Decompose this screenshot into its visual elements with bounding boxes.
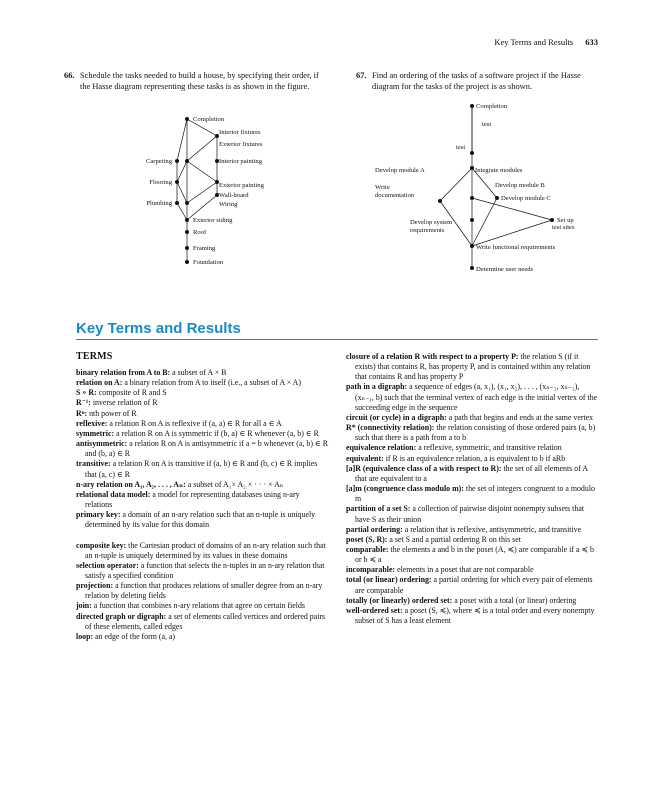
label-test-sites: test sites bbox=[552, 224, 575, 231]
term-def: a subset of A × B bbox=[172, 368, 227, 377]
section-rule bbox=[76, 339, 598, 340]
term-def: a binary relation from A to itself (i.e., a subset of A × A) bbox=[124, 378, 302, 388]
label-set-up: Set up bbox=[557, 217, 574, 224]
label-test: test bbox=[482, 121, 492, 128]
house-vertices bbox=[175, 117, 219, 264]
term-def: a domain of an n-ary relation such that an n-tuple is uniquely determined by its value for this domain bbox=[85, 510, 316, 530]
term-entry bbox=[76, 378, 328, 388]
label-develop-module-c: Develop module C bbox=[501, 195, 551, 202]
term-name: equivalence relation: bbox=[346, 443, 417, 453]
term-name: composite key: bbox=[76, 540, 127, 550]
term-name: comparable: bbox=[346, 544, 389, 554]
term-def: inverse relation of R bbox=[92, 398, 158, 408]
label-develop-module-a: Develop module A bbox=[375, 167, 425, 174]
term-name: closure of a relation R with respect to a property P: bbox=[346, 352, 519, 361]
term-entry bbox=[346, 382, 598, 412]
term-name: partition of a set S: bbox=[346, 504, 411, 514]
term-entry bbox=[76, 459, 328, 479]
term-entry bbox=[346, 423, 598, 443]
term-def: an edge of the form (a, a) bbox=[95, 631, 176, 641]
term-entry bbox=[76, 409, 328, 419]
term-name: [a]m (congruence class modulo m): bbox=[346, 484, 464, 494]
term-name: loop: bbox=[76, 631, 94, 641]
term-entry bbox=[76, 419, 328, 429]
term-name: equivalent: bbox=[346, 453, 384, 463]
term-entry bbox=[76, 388, 328, 398]
term-name: primary key: bbox=[76, 510, 121, 520]
term-name: directed graph or digraph: bbox=[76, 611, 167, 621]
label-write-functional-requirements: Write functional requirements bbox=[476, 244, 556, 251]
term-def: a relation R on A is antisymmetric if a = b whenever (a, b) ∈ R and (b, a) ∈ R bbox=[85, 439, 329, 459]
term-name: binary relation from A to B: bbox=[76, 368, 171, 377]
term-entry bbox=[346, 454, 598, 464]
term-name: R⁻¹: bbox=[76, 398, 91, 408]
term-def: a relation R on A is transitive if (a, b) ∈ R and (b, c) ∈ R implies that (a, c) ∈ R bbox=[85, 459, 318, 479]
term-entry bbox=[76, 541, 328, 561]
label-completion: Completion bbox=[476, 103, 508, 110]
exercise-67 bbox=[356, 70, 598, 92]
label-roof: Roof bbox=[193, 229, 207, 236]
label-interior-fixtures: Interior fixtures bbox=[219, 129, 261, 136]
label-exterior-painting: Exterior painting bbox=[219, 182, 264, 189]
term-entry bbox=[76, 581, 328, 601]
term-entry bbox=[346, 484, 598, 504]
label-write: Write bbox=[375, 184, 390, 191]
term-name: reflexive: bbox=[76, 418, 108, 428]
term-entry bbox=[346, 464, 598, 484]
term-name: partial ordering: bbox=[346, 524, 403, 534]
term-entry bbox=[346, 596, 598, 606]
term-entry bbox=[346, 352, 598, 382]
label-carpeting: Carpeting bbox=[145, 158, 172, 165]
term-name: incomparable: bbox=[346, 565, 396, 575]
term-entry bbox=[76, 632, 328, 642]
label-determine-user-needs: Determine user needs bbox=[476, 266, 534, 273]
term-def: a relation R on A is symmetric if (b, a) ∈ R whenever (a, b) ∈ R bbox=[116, 428, 319, 438]
label-flooring: Flooring bbox=[149, 179, 172, 186]
term-name: transitive: bbox=[76, 459, 111, 469]
term-def: nth power of R bbox=[89, 408, 137, 418]
term-entry bbox=[76, 480, 328, 490]
term-name: R* (connectivity relation): bbox=[346, 423, 435, 433]
term-def: a poset (S, ≼), where ≼ is a total order and every nonempty subset of S has a least element bbox=[355, 605, 595, 626]
terms-right-column bbox=[346, 352, 598, 626]
term-name: join: bbox=[76, 601, 92, 611]
term-name: relation on A: bbox=[76, 378, 123, 388]
term-def: a sequence of edges (a, x₁), (x₁, x₂), . . . , (xₙ₋₂, xₙ₋₁), (xₙ₋₁, b) such that the terminal vertex of each edge is the initial vertex of the succeeding edge in the sequence bbox=[355, 382, 598, 412]
term-def: the Cartesian product of domains of an n-ary relation such that an n-tuple is uniquely determined by its values in these domains bbox=[85, 540, 326, 560]
label-develop-system: Develop system bbox=[410, 219, 453, 226]
term-entry bbox=[346, 545, 598, 565]
term-entry bbox=[76, 612, 328, 632]
term-entry bbox=[346, 575, 598, 595]
term-name: path in a digraph: bbox=[346, 382, 408, 392]
term-def: the relation consisting of those ordered pairs (a, b) such that there is a path from a to b bbox=[355, 423, 596, 443]
term-def: if R is an equivalence relation, a is equivalent to b if aRb bbox=[385, 453, 566, 463]
term-name: relational data model: bbox=[76, 489, 151, 499]
term-name: totally (or linearly) ordered set: bbox=[346, 595, 453, 605]
term-def: a subset of A₁× A₂ × · · · × Aₙ bbox=[187, 479, 284, 489]
label-integrate-modules: Integrate modules bbox=[475, 167, 523, 174]
term-def: a path that begins and ends at the same vertex bbox=[448, 412, 594, 422]
label-requirements: requirements bbox=[410, 227, 445, 234]
term-entry bbox=[76, 601, 328, 611]
term-def: a relation that is reflexive, antisymmetric, and transitive bbox=[404, 524, 582, 534]
term-name: well-ordered set: bbox=[346, 605, 403, 615]
exercise-text: Find an ordering of the tasks of a software project if the Hasse diagram for the tasks of the project is as shown. bbox=[372, 71, 581, 91]
term-name: [a]R (equivalence class of a with respect to R): bbox=[346, 463, 502, 473]
term-entry bbox=[346, 565, 598, 575]
term-entry bbox=[346, 525, 598, 535]
running-head bbox=[494, 37, 598, 47]
label-develop-module-b: Develop module B bbox=[495, 182, 545, 189]
exercise-number: 67. bbox=[356, 71, 367, 80]
label-documentation: documentation bbox=[375, 192, 415, 199]
term-entry bbox=[346, 606, 598, 626]
term-entry bbox=[76, 510, 328, 530]
term-entry bbox=[76, 429, 328, 439]
term-name: circuit (or cycle) in a digraph: bbox=[346, 412, 447, 422]
term-name: poset (S, R): bbox=[346, 534, 388, 544]
term-entry bbox=[346, 413, 598, 423]
page-number: 633 bbox=[585, 37, 598, 47]
term-name: Rⁿ: bbox=[76, 408, 88, 418]
term-def: a function that combines n-ary relations that agree on certain fields bbox=[93, 601, 305, 611]
term-def: a relation R on A is reflexive if (a, a) ∈ R for all a ∈ A bbox=[109, 418, 282, 428]
term-entry bbox=[76, 490, 328, 510]
term-entry bbox=[76, 561, 328, 581]
term-def: a partial ordering for which every pair of elements are comparable bbox=[355, 575, 593, 595]
exercise-text: Schedule the tasks needed to build a house, by specifying their order, if the Hasse diagram representing these tasks is as shown in the figure. bbox=[80, 71, 319, 91]
term-entry bbox=[76, 368, 328, 378]
term-def: elements in a poset that are not comparable bbox=[397, 565, 534, 575]
hasse-diagram-software bbox=[370, 98, 600, 276]
term-entry bbox=[346, 535, 598, 545]
term-name: n-ary relation on A₁, A₂, . . . , Aₙ: bbox=[76, 479, 186, 489]
label-framing: Framing bbox=[193, 245, 216, 252]
label-wall-board: Wall-board bbox=[219, 192, 249, 199]
term-name: selection operator: bbox=[76, 560, 139, 570]
label-exterior-fixtures: Exterior fixtures bbox=[219, 141, 263, 148]
term-def: the relation S (if it exists) that contains R, has property P, and is contained within any relation that contains R and has property P bbox=[355, 352, 591, 382]
term-def: the elements a and b in the poset (A, ≼) are comparable if a ≼ b or b ≼ a bbox=[355, 544, 594, 565]
term-entry bbox=[76, 398, 328, 408]
term-def: a model for representing databases using n-ary relations bbox=[85, 489, 300, 510]
term-entry bbox=[346, 443, 598, 453]
label-wiring: Wiring bbox=[219, 201, 238, 208]
term-def: a function that selects the n-tuples in an n-ary relation that satisfy a specified condition bbox=[85, 560, 325, 580]
term-def: a poset with a total (or linear) ordering bbox=[454, 595, 577, 605]
term-entry bbox=[346, 504, 598, 524]
label-interior-painting: Interior painting bbox=[219, 158, 263, 165]
term-def: a reflexive, symmetric, and transitive relation bbox=[418, 443, 562, 453]
label-plumbing: Plumbing bbox=[146, 200, 172, 207]
term-name: total (or linear) ordering: bbox=[346, 575, 432, 585]
house-edges bbox=[177, 119, 217, 262]
label-completion: Completion bbox=[193, 116, 225, 123]
term-name: projection: bbox=[76, 581, 114, 591]
term-def: the set of all elements of A that are equivalent to a bbox=[355, 463, 588, 483]
label-foundation: Foundation bbox=[193, 259, 224, 266]
term-def: a function that produces relations of smaller degree from an n-ary relation by deleting fields bbox=[85, 581, 323, 601]
exercise-number: 66. bbox=[64, 71, 75, 80]
term-def: the set of integers congruent to a modulo m bbox=[355, 484, 595, 504]
term-entry bbox=[76, 439, 328, 459]
section-title: Key Terms and Results bbox=[76, 320, 241, 337]
term-def: composite of R and S bbox=[98, 388, 167, 398]
term-name: S ∘ R: bbox=[76, 388, 97, 398]
terms-heading: TERMS bbox=[76, 351, 113, 362]
term-name: symmetric: bbox=[76, 428, 115, 438]
term-def: a collection of pairwise disjoint nonempty subsets that have S as their union bbox=[355, 504, 585, 524]
term-def: a set of elements called vertices and ordered pairs of these elements, called edges bbox=[85, 611, 326, 631]
terms-left-column bbox=[76, 368, 328, 642]
hasse-diagram-house bbox=[120, 110, 320, 270]
term-def: a set S and a partial ordering R on this set bbox=[389, 534, 521, 544]
exercise-66 bbox=[64, 70, 326, 92]
label-exterior-siding: Exterior siding bbox=[193, 217, 233, 224]
running-title: Key Terms and Results bbox=[494, 37, 574, 47]
label-test-2: test bbox=[456, 144, 466, 151]
term-name: antisymmetric: bbox=[76, 439, 128, 449]
